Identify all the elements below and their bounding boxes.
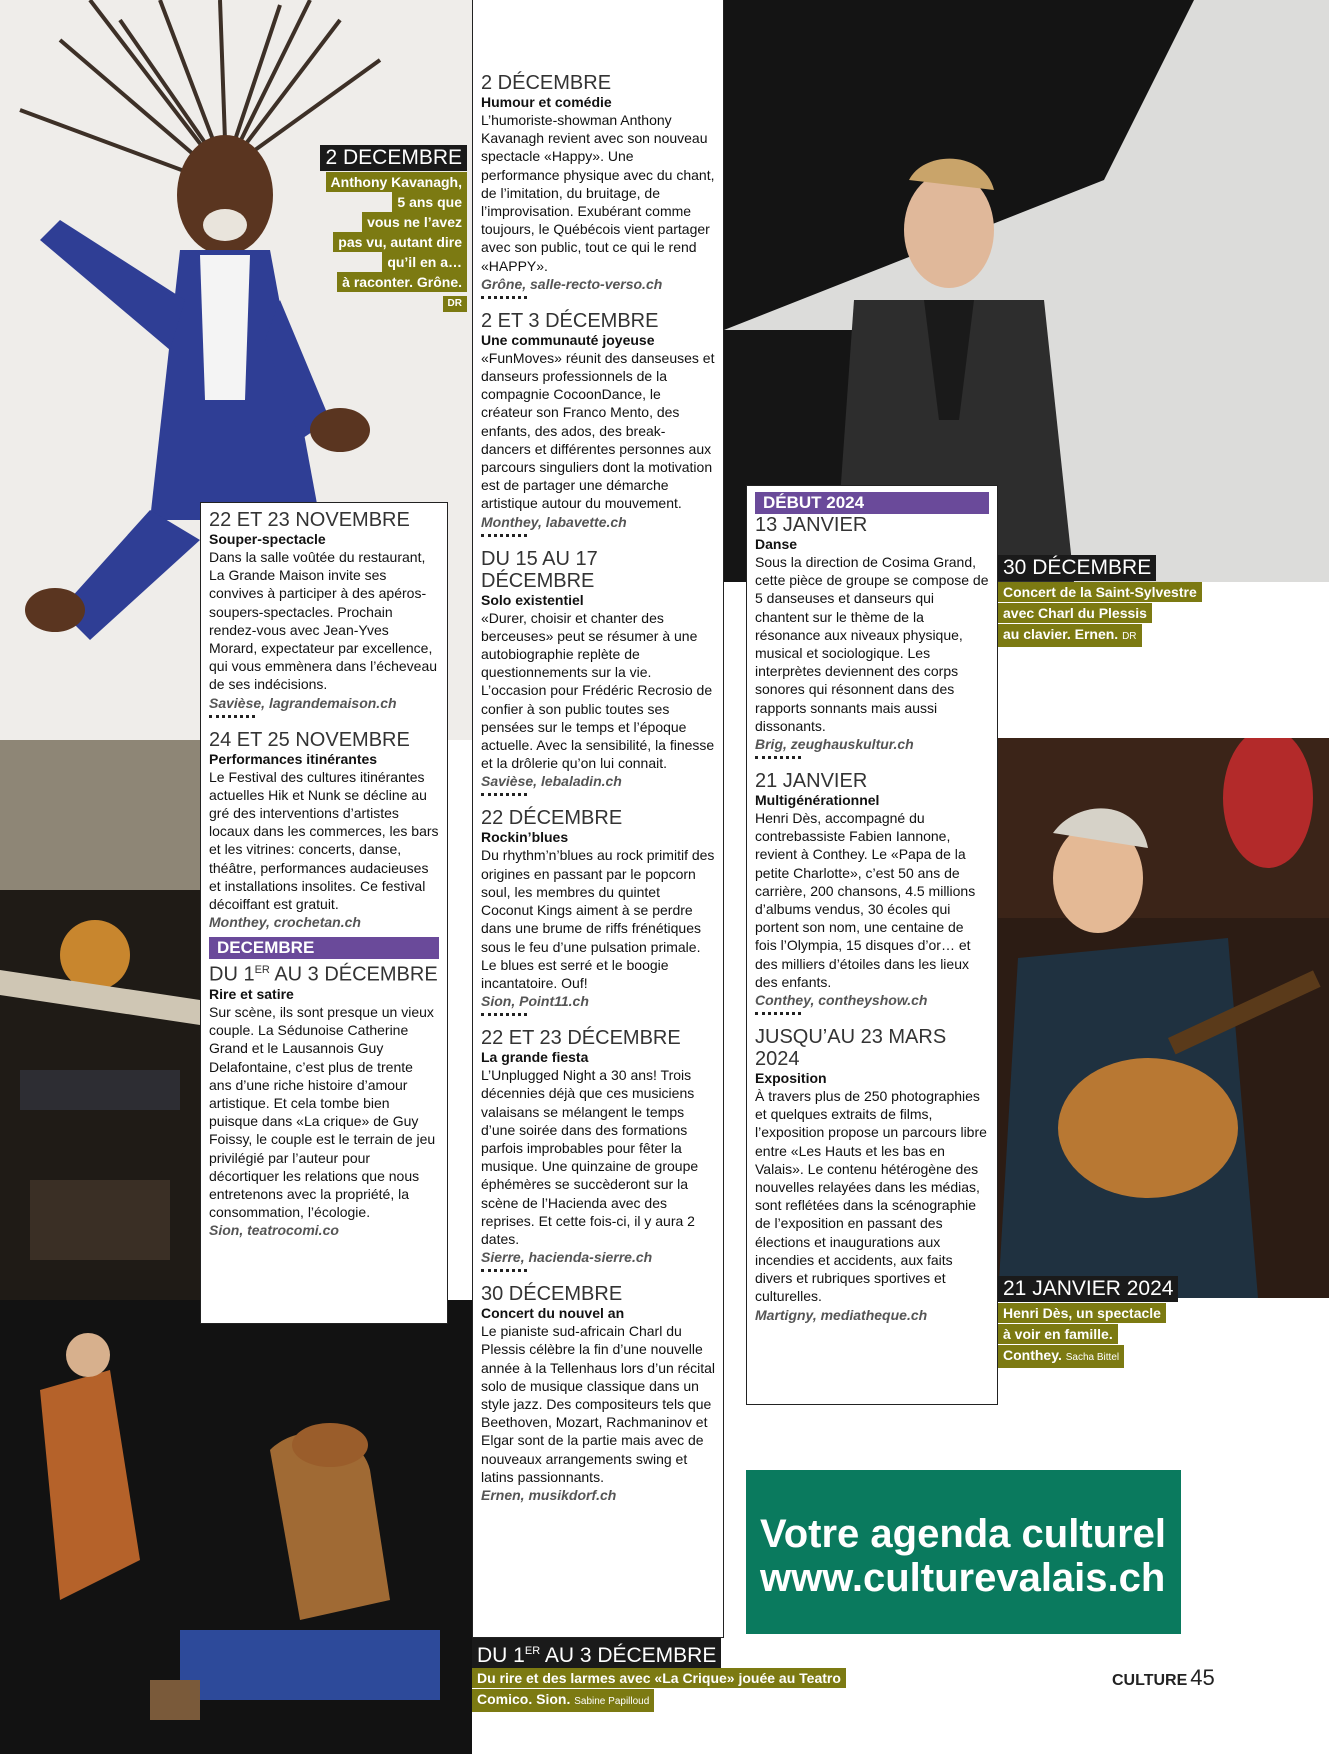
caption-line: à voir en famille. xyxy=(998,1324,1118,1344)
event-location: Grône, salle-recto-verso.ch xyxy=(481,275,663,292)
photo-crique xyxy=(0,1300,472,1754)
event-entry xyxy=(755,1026,989,1323)
page-footer xyxy=(1112,1665,1215,1691)
month-band: DECEMBRE xyxy=(209,937,439,959)
month-band: DÉBUT 2024 xyxy=(755,492,989,514)
event-title: Performances itinérantes xyxy=(209,750,378,767)
event-description: Le pianiste sud-africain Charl du Plessis célèbre la fin d’une nouvelle année à la Tellenhaus lors d’un récital solo de musique classique dans un style jazz. Des compositeurs tels que Beethoven, Mozart, Rachmaninov et Elgar sont de la partie mais avec de nouveaux arrangements swing et latins passionnants. xyxy=(481,1323,716,1485)
event-title: Concert du nouvel an xyxy=(481,1305,625,1322)
event-location: Sierre, hacienda-sierre.ch xyxy=(481,1249,653,1266)
event-date: 30 DÉCEMBRE xyxy=(481,1283,623,1306)
event-entry xyxy=(481,310,715,542)
event-date: JUSQU’AU 23 MARS 2024 xyxy=(755,1026,947,1071)
event-entry xyxy=(209,509,439,723)
event-date xyxy=(209,959,439,986)
event-date: DU 15 AU 17 DÉCEMBRE xyxy=(481,547,598,592)
promo-headline: Votre agenda culturel xyxy=(760,1512,1167,1556)
caption-date-part: AU 3 DÉCEMBRE xyxy=(540,1644,717,1667)
event-location: Sion, Point11.ch xyxy=(481,993,589,1010)
event-location: Brig, zeughauskultur.ch xyxy=(755,736,914,753)
event-entry xyxy=(755,514,989,764)
event-title: Multigénérationnel xyxy=(755,792,880,809)
event-location: Savièse, lagrandemaison.ch xyxy=(209,694,397,711)
event-title: Humour et comédie xyxy=(481,94,612,110)
event-date-part: AU 3 DÉCEMBRE xyxy=(269,963,438,986)
caption-line: vous ne l’avez xyxy=(362,212,467,232)
caption-text: Comico. Sion. xyxy=(477,1691,571,1707)
event-location: Martigny, mediatheque.ch xyxy=(755,1306,928,1323)
event-description: Du rhythm’n’blues au rock primitif des origines en passant par le popcorn soul, les membres du quintet Coconut Kings aiment à se perdre dans une brume de riffs frénétiques sous le feu d’une pulsation primale. Le blues est serré et le boogie incantatoire. Ouf! xyxy=(481,847,715,991)
photo-credit: Sacha Bittel xyxy=(1065,1352,1120,1363)
event-location: Ernen, musikdorf.ch xyxy=(481,1486,617,1503)
agenda-box-december xyxy=(472,0,724,1638)
photo-credit: DR xyxy=(1122,631,1137,642)
caption-line: Anthony Kavanagh, xyxy=(326,172,467,192)
page-number: 45 xyxy=(1190,1665,1215,1690)
event-description: L’Unplugged Night a 30 ans! Trois décennies déjà que ces musiciens valaisans se mélangent le temps d’une soirée dans des formations parfois improbables pour fêter la musique. Une quinzaine de groupe éphémères se succèderont sur la scène de l’Hacienda avec des reprises. Et cette fois-ci, il y aura 2 dates. xyxy=(481,1067,699,1247)
caption-line: pas vu, autant dire xyxy=(333,232,467,252)
event-location: Monthey, crochetan.ch xyxy=(209,914,361,931)
event-description: Sur scène, ils sont presque un vieux couple. La Sédunoise Catherine Grand et le Lausannois Guy Delafontaine, c’est plus de trente ans d’une riche histoire d’amour artistique. Et cela tombe bien puisque dans «La crique» de Guy Foissy, le couple est le terrain de jeu privilégié par l’auteur pour décortiquer les relations que nous entretenons avec la propriété, la consommation, l’écologie. xyxy=(209,1003,436,1221)
event-title: Rockin’blues xyxy=(481,829,569,846)
caption-text: Conthey. xyxy=(1003,1347,1062,1363)
dotted-divider xyxy=(481,296,527,304)
event-entry xyxy=(481,1283,715,1504)
event-entry xyxy=(209,959,439,1239)
event-date: 13 JANVIER xyxy=(755,514,868,536)
event-entry xyxy=(209,729,439,932)
dotted-divider xyxy=(481,793,527,801)
event-location: Conthey, contheyshow.ch xyxy=(755,992,928,1009)
event-title: Danse xyxy=(755,536,798,552)
event-date-sup: ER xyxy=(254,964,270,977)
event-entry xyxy=(481,807,715,1021)
section-label: CULTURE xyxy=(1112,1672,1188,1689)
caption-date: 21 JANVIER 2024 xyxy=(998,1276,1178,1302)
dotted-divider xyxy=(481,1013,527,1021)
event-date: 22 ET 23 DÉCEMBRE xyxy=(481,1027,681,1050)
dotted-divider xyxy=(755,1012,801,1020)
event-title: Exposition xyxy=(755,1070,827,1087)
event-location: Sion, teatrocomi.co xyxy=(209,1222,339,1239)
photo-festival xyxy=(0,740,200,1300)
caption-line: à raconter. Grône. xyxy=(337,272,467,292)
promo-banner[interactable] xyxy=(746,1470,1181,1634)
event-description: À travers plus de 250 photographies et quelques extraits de films, l’exposition propose un parcours libre entre «Les Hauts et les bas en Valais». Le contenu hétérogène des nouvelles relayées dans les médias, sont reflétées dans la scénographie de l’exposition en passant des élections et inaugurations aux incendies et accidents, aux faits divers et rubriques sportives et culturelles. xyxy=(755,1088,987,1305)
event-description: «Durer, choisir et chanter des berceuses» peut se résumer à une autobiographie replète de questionnements sur la vie. L’occasion pour Frédéric Recrosio de confier à son public toutes ses pensées sur le temps et l’époque actuelle. Avec la sensibilité, la finesse et la drôlerie qu’on lui connait. xyxy=(481,609,715,772)
event-description: Henri Dès, accompagné du contrebassiste Fabien Iannone, revient à Conthey. Le «Papa de la petite Charlotte», c’est 50 ans de carrière, 200 chansons, 4.5 millions d’albums vendus, 30 écoles qui portent son nom, une centaine de fois l’Olympia, 15 disques d’or… et des milliers d’étoiles dans les lieux des enfants. xyxy=(755,810,976,990)
caption-date: 30 DÉCEMBRE xyxy=(998,555,1156,581)
caption-date: 2 DECEMBRE xyxy=(320,145,467,171)
event-entry xyxy=(755,770,989,1020)
event-date: 21 JANVIER xyxy=(755,770,868,793)
agenda-box-2024 xyxy=(746,485,998,1405)
dotted-divider xyxy=(481,534,527,542)
caption-line: avec Charl du Plessis xyxy=(998,603,1152,623)
caption-date-sup: ER xyxy=(524,1645,541,1657)
photo-credit: DR xyxy=(443,296,467,312)
dotted-divider xyxy=(209,715,255,723)
promo-link[interactable]: www.culturevalais.ch xyxy=(760,1556,1166,1600)
event-description: Dans la salle voûtée du restaurant, La Grande Maison invite ses convives à participer à des apéros-soupers-spectacles. Prochain rendez-vous avec Jean-Yves Morard, expectateur par excellence, qui vous emmènera dans l’écheveau de ses indécisions. xyxy=(209,549,438,693)
caption-line: Du rire et des larmes avec «La Crique» jouée au Teatro xyxy=(472,1668,846,1688)
event-entry xyxy=(481,548,715,802)
event-entry xyxy=(481,1027,715,1277)
caption-date xyxy=(472,1638,721,1669)
event-date: 22 ET 23 NOVEMBRE xyxy=(209,509,410,531)
agenda-box-november xyxy=(200,502,448,1324)
event-date: 22 DÉCEMBRE xyxy=(481,807,623,830)
event-title: Rire et satire xyxy=(209,985,294,1002)
caption-line-with-credit xyxy=(998,1345,1124,1368)
event-title: Souper-spectacle xyxy=(209,531,326,547)
event-location: Savièse, lebaladin.ch xyxy=(481,773,622,790)
photo-credit: Sabine Papilloud xyxy=(574,1696,650,1707)
caption-date-part: DU 1 xyxy=(477,1644,525,1667)
event-date: 2 DÉCEMBRE xyxy=(481,72,612,94)
event-title: La grande fiesta xyxy=(481,1049,589,1066)
event-description: «FunMoves» réunit des danseuses et danseurs professionnels de la compagnie CocoonDance, le créateur son Franco Mento, des enfants, des ados, des break-dancers et différentes personnes aux parcours singuliers dont la motivation est de partager une démarche artistique autour du mouvement. xyxy=(481,349,715,512)
dotted-divider xyxy=(755,756,801,764)
caption-line: Concert de la Saint-Sylvestre xyxy=(998,582,1202,602)
event-date: 24 ET 25 NOVEMBRE xyxy=(209,728,410,751)
event-date-part: DU 1 xyxy=(209,963,255,986)
event-location: Monthey, labavette.ch xyxy=(481,513,627,530)
caption-text: au clavier. Ernen. xyxy=(1003,626,1119,642)
caption-line-with-credit xyxy=(998,624,1142,647)
event-title: Une communauté joyeuse xyxy=(481,331,655,348)
event-title: Solo existentiel xyxy=(481,591,584,608)
caption-line-with-credit xyxy=(472,1689,654,1712)
event-description: Le Festival des cultures itinérantes actuelles Hik et Nunk se décline au gré des interventions d’artistes locaux dans les commerces, les bars et les vitrines: concerts, danse, théâtre, performances audacieuses et installations insolites. Ce festival décoiffant est gratuit. xyxy=(209,768,439,913)
dotted-divider xyxy=(481,1269,527,1277)
caption-line: 5 ans que xyxy=(392,192,467,212)
caption-line: qu’il en a… xyxy=(382,252,467,272)
photo-des xyxy=(998,738,1329,1298)
event-entry xyxy=(481,72,715,304)
event-description: L’humoriste-showman Anthony Kavanagh revient avec son nouveau spectacle «Happy». Une performance physique avec du chant, de l’imitation, du bruitage, de l’improvisation. Exubérant comme toujours, le Québécois vient partager avec son public, tout ce qui le rend «HAPPY». xyxy=(481,112,715,274)
event-date: 2 ET 3 DÉCEMBRE xyxy=(481,309,659,332)
caption-line: Henri Dès, un spectacle xyxy=(998,1303,1166,1323)
event-description: Sous la direction de Cosima Grand, cette pièce de groupe se compose de 5 danseuses et danseurs qui chantent sur le thème de la résonance aux niveaux physique, musical et sociologique. Les interprètes deviennent des corps sonores qui résonnent dans des rapports sonnants mais aussi dissonants. xyxy=(755,554,989,734)
